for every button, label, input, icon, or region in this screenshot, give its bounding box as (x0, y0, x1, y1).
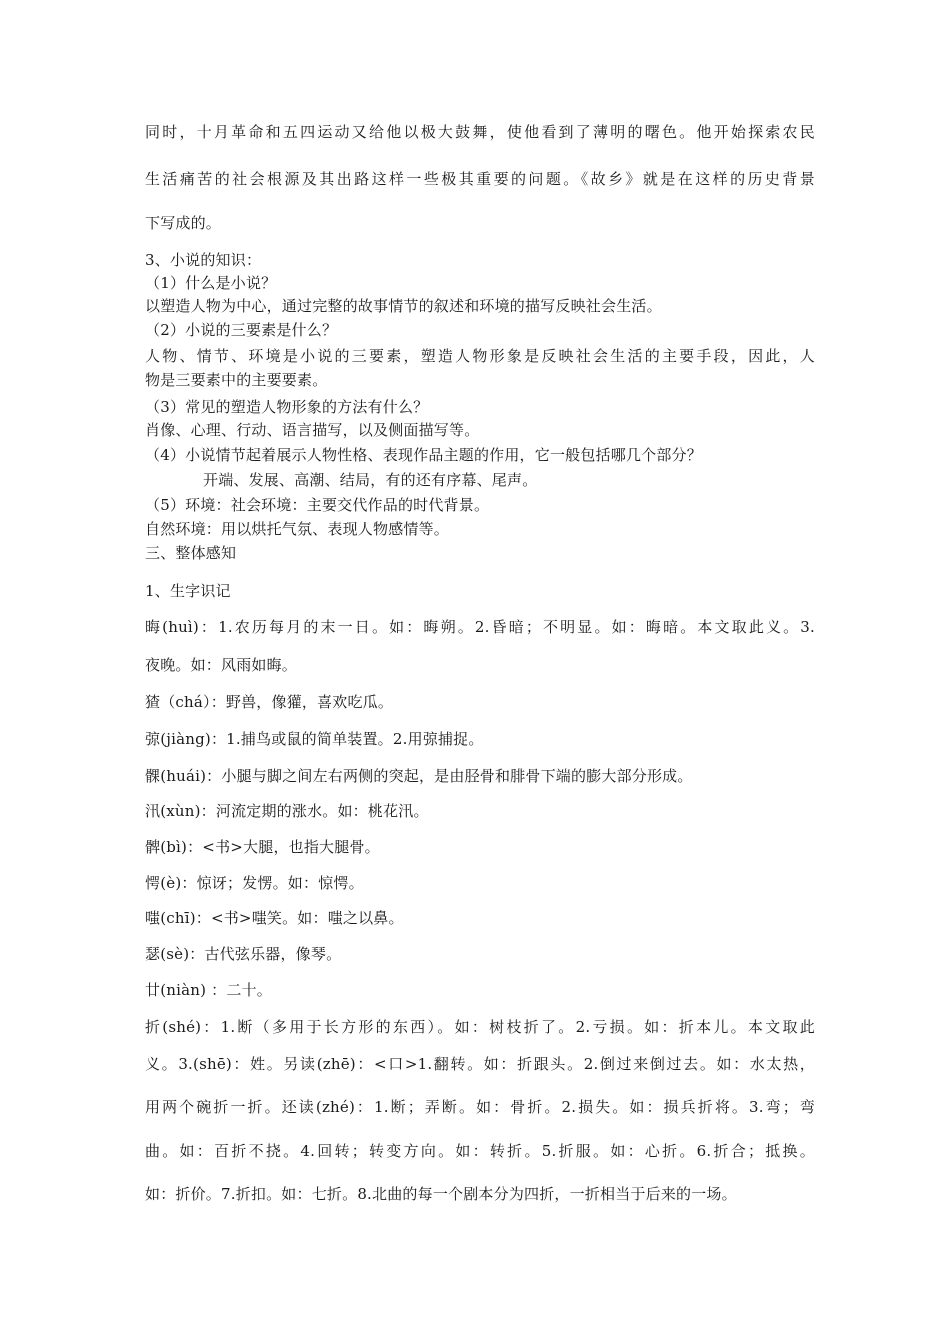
vocab-chi: 嗤(chī)：<书>嗤笑。如：嗤之以鼻。 (145, 909, 404, 927)
novel-knowledge-heading: 3、小说的知识： (145, 251, 262, 269)
vocab-she-line-4: 曲。如：百折不挠。4.回转；转变方向。如：转折。5.折服。如：心折。6.折合；抵换。 (145, 1142, 815, 1160)
intro-line-3: 下写成的。 (145, 214, 222, 232)
question-2: （2）小说的三要素是什么？ (145, 321, 338, 339)
answer-2-line-1: 人物、情节、环境是小说的三要素，塑造人物形象是反映社会生活的主要手段，因此，人 (145, 347, 815, 365)
answer-1: 以塑造人物为中心，通过完整的故事情节的叙述和环境的描写反映社会生活。 (145, 297, 662, 315)
vocab-she-line-2: 义。3.(shē)：姓。另读(zhē)：<口>1.翻转。如：折跟头。2.倒过来倒过去。如：水太热， (145, 1055, 815, 1073)
subheading-new-words: 1、生字识记 (145, 582, 231, 600)
vocab-bi: 髀(bì)：<书>大腿，也指大腿骨。 (145, 838, 380, 856)
vocab-e: 愕(è)：惊讶；发愣。如：惊愕。 (145, 874, 364, 892)
answer-2-line-2: 物是三要素中的主要要素。 (145, 371, 328, 389)
vocab-xun: 汛(xùn)：河流定期的涨水。如：桃花汛。 (145, 802, 429, 820)
vocab-huai: 髁(huái)：小腿与脚之间左右两侧的突起，是由胫骨和腓骨下端的膨大部分形成。 (145, 767, 693, 785)
section-heading-overall: 三、整体感知 (145, 544, 237, 562)
vocab-cha: 猹（chá）：野兽，像獾，喜欢吃瓜。 (145, 693, 394, 711)
answer-3: 肖像、心理、行动、语言描写，以及侧面描写等。 (145, 421, 480, 439)
answer-4: 开端、发展、高潮、结局，有的还有序幕、尾声。 (203, 471, 538, 489)
vocab-hui-line-2: 夜晚。如：风雨如晦。 (145, 656, 298, 674)
question-4: （4）小说情节起着展示人物性格、表现作品主题的作用，它一般包括哪几个部分？ (145, 446, 702, 464)
vocab-she-line-3: 用两个碗折一折。还读(zhé)：1.断；弄断。如：骨折。2.损失。如：损兵折将。3.弯；弯 (145, 1098, 815, 1116)
vocab-jiang: 弶(jiàng)：1.捕鸟或鼠的简单装置。2.用弶捕捉。 (145, 730, 484, 748)
intro-line-1: 同时，十月革命和五四运动又给他以极大鼓舞，使他看到了薄明的曙色。他开始探索农民 (145, 123, 815, 141)
vocab-hui-line-1: 晦(huì)：1.农历每月的末一日。如：晦朔。2.昏暗；不明显。如：晦暗。本文取此义。3. (145, 618, 815, 636)
question-3: （3）常见的塑造人物形象的方法有什么？ (145, 398, 429, 416)
vocab-she-line-5: 如：折价。7.折扣。如：七折。8.北曲的每一个剧本分为四折，一折相当于后来的一场。 (145, 1185, 737, 1203)
question-1: （1）什么是小说？ (145, 274, 277, 292)
intro-line-2: 生活痛苦的社会根源及其出路这样一些极其重要的问题。《故乡》就是在这样的历史背景 (145, 170, 815, 188)
vocab-nian: 廿(niàn) ：二十。 (145, 981, 272, 999)
vocab-se: 瑟(sè)：古代弦乐器，像琴。 (145, 945, 342, 963)
question-5: （5）环境：社会环境：主要交代作品的时代背景。 (145, 496, 490, 514)
answer-5: 自然环境：用以烘托气氛、表现人物感情等。 (145, 520, 450, 538)
vocab-she-line-1: 折(shé)：1.断（多用于长方形的东西）。如：树枝折了。2.亏损。如：折本儿。本文取此 (145, 1018, 815, 1036)
